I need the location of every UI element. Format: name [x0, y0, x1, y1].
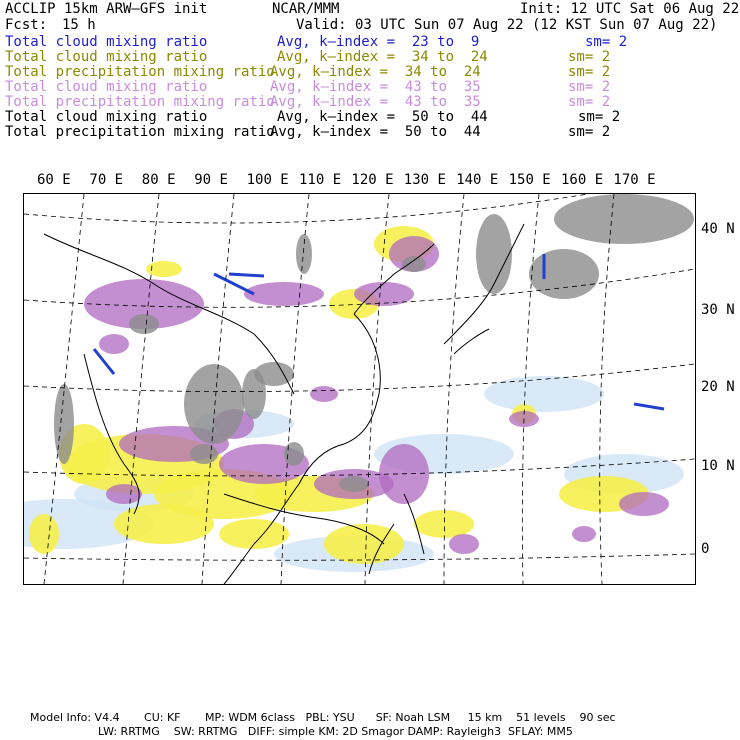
purple-cloud-area — [354, 282, 414, 306]
gray-cloud-area — [554, 194, 694, 244]
light-blue-cloud-area — [484, 376, 604, 412]
legend-avg-2: Avg, k–index = 34 to 24 — [270, 64, 481, 80]
lon-label: 120 E — [351, 172, 394, 188]
legend-avg-1: Avg, k–index = 34 to 24 — [277, 49, 488, 65]
legend-sm-4: sm= 2 — [568, 94, 611, 110]
meridian-line — [600, 194, 614, 584]
purple-cloud-area — [619, 492, 669, 516]
legend-sm-0: sm= 2 — [585, 34, 628, 50]
legend-field-5: Total cloud mixing ratio — [5, 109, 208, 125]
lon-label: 110 E — [299, 172, 342, 188]
lat-label: 10 N — [701, 458, 735, 474]
fcst-value: 15 h — [62, 17, 96, 33]
lon-label: 100 E — [246, 172, 289, 188]
lat-label: 20 N — [701, 379, 735, 395]
yellow-cloud-area — [29, 514, 59, 554]
gray-cloud-area — [242, 369, 266, 419]
legend-field-6: Total precipitation mixing ratio — [5, 124, 275, 140]
legend-avg-0: Avg, k–index = 23 to 9 — [277, 34, 480, 50]
legend-avg-6: Avg, k–index = 50 to 44 — [270, 124, 481, 140]
legend-sm-1: sm= 2 — [568, 49, 611, 65]
lat-label: 0 — [701, 541, 710, 557]
gray-cloud-area — [339, 476, 369, 492]
lat-label: 30 N — [701, 302, 735, 318]
legend-avg-4: Avg, k–index = 43 to 35 — [270, 94, 481, 110]
gray-cloud-area — [402, 256, 426, 272]
organization: NCAR/MMM — [272, 1, 340, 17]
model-info-line2: LW: RRTMG SW: RRTMG DIFF: simple KM: 2D Smagor DAMP: Rayleigh3 SFLAY: MM5 — [98, 725, 573, 738]
purple-cloud-area — [310, 386, 338, 402]
lon-label: 80 E — [141, 172, 176, 188]
lon-label: 70 E — [89, 172, 124, 188]
blue-cloud-streak — [214, 274, 254, 294]
gray-cloud-area — [296, 234, 312, 274]
lon-label: 90 E — [194, 172, 228, 188]
legend-sm-2: sm= 2 — [568, 64, 611, 80]
purple-cloud-area — [106, 484, 142, 504]
lon-label: 170 E — [613, 172, 656, 188]
legend-field-0: Total cloud mixing ratio — [5, 34, 208, 50]
gray-cloud-area — [529, 249, 599, 299]
yellow-cloud-area — [414, 510, 474, 538]
gray-cloud-area — [129, 314, 159, 334]
legend-sm-6: sm= 2 — [568, 124, 611, 140]
lon-label: 150 E — [508, 172, 551, 188]
lon-label: 140 E — [456, 172, 499, 188]
model-info-line1: Model Info: V4.4 CU: KF MP: WDM 6class PBL: YSU SF: Noah LSM 15 km 51 levels 90 sec — [30, 711, 616, 724]
legend-field-3: Total cloud mixing ratio — [5, 79, 208, 95]
legend-field-2: Total precipitation mixing ratio — [5, 64, 275, 80]
legend-avg-5: Avg, k–index = 50 to 44 — [277, 109, 488, 125]
map-panel — [23, 193, 696, 585]
gray-cloud-area — [284, 442, 304, 466]
lon-label: 60 E — [37, 172, 71, 188]
gray-cloud-area — [54, 384, 74, 464]
purple-cloud-area — [244, 282, 324, 306]
fcst-label: Fcst: — [5, 17, 48, 33]
legend-field-1: Total cloud mixing ratio — [5, 49, 208, 65]
purple-cloud-area — [449, 534, 479, 554]
init-time: Init: 12 UTC Sat 06 Aug 22 — [520, 1, 740, 17]
legend-sm-5: sm= 2 — [578, 109, 621, 125]
lat-label: 40 N — [701, 221, 735, 237]
lon-label: 130 E — [403, 172, 446, 188]
blue-cloud-streak — [229, 274, 264, 276]
gray-cloud-area — [190, 444, 218, 464]
purple-cloud-area — [99, 334, 129, 354]
lon-label: 160 E — [561, 172, 604, 188]
purple-cloud-area — [572, 526, 596, 542]
legend-field-4: Total precipitation mixing ratio — [5, 94, 275, 110]
legend-sm-3: sm= 2 — [568, 79, 611, 95]
gray-cloud-area — [184, 364, 244, 444]
valid-time: Valid: 03 UTC Sun 07 Aug 22 (12 KST Sun 07 Aug 22) — [296, 17, 718, 33]
map-canvas — [24, 194, 695, 584]
model-title: ACCLIP 15km ARW–GFS init — [5, 1, 208, 17]
legend-avg-3: Avg, k–index = 43 to 35 — [270, 79, 481, 95]
gray-cloud-area — [476, 214, 512, 294]
blue-cloud-streak — [634, 404, 664, 409]
